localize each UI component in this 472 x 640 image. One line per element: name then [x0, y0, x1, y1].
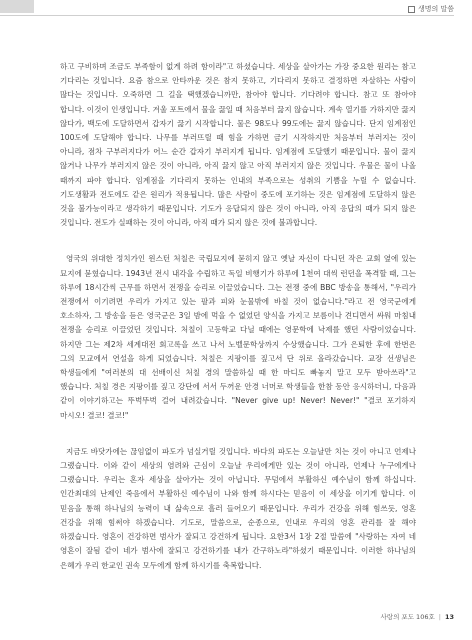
paragraph-1: 하고 구비하며 조금도 부족함이 없게 하려 함이라"고 하셨습니다. 세상을 살아가는 가장 중요한 원리는 참고 기다리는 것입니다. 요즘 참으로 안타까운 것은 참지 못하고, 기다리지 못하고 결정하면 자살하는 사람이 많다는 것입니다. 오죽하면 그 길을 택했겠습니까만, 참아야 합니다. 기다려야 합니다. 참고 또 참아야 합니다. 이것이 인생입니다. 겨울 포트에서 물을 끓일 때 처음부터 끓지 않습니다. 계속 열기를 가하지만 끓지 않다가, 백도에 도달하면서 갑자기 끓기 시작합니다. 물은 98도나 99도에는 끓지 않습니다. 단지 임계점인 100도에 도달해야 합니다. 나무를 부러뜨릴 때 힘을 가하면 금기 시작하지만 처음부터 부러지는 것이 아니라, 점차 구부러지다가 어느 순간 갑자기 부러지게 됩니다. 임계점에 도달했기 때문입니다. 물이 끓지 않거나 나무가 부러지지 않은 것이 아니라, 아직 끓지 않고 아직 부러지지 않은 것입니다. 우물은 물이 나올 때까지 파야 합니다. 임계점을 기다리지 못하는 인내의 부족으로는 성취의 기쁨을 누릴 수 없습니다. 기도생활과 전도에도 같은 원리가 적용됩니다. 많은 사람이 중도에 포기하는 것은 임계점에 도달하지 않은 것을 불가능이라고 생각하기 때문입니다. 기도가 응답되지 않은 것이 아니라, 아직 응답의 때가 되지 않은 것입니다. 전도가 실패하는 것이 아니라, 아직 때가 되지 않은 것에 불과합니다. — [60, 62, 416, 228]
square-icon — [408, 6, 415, 13]
section-header — [408, 4, 454, 14]
page-number: 13 — [444, 612, 454, 621]
paragraph-2: 영국의 위대한 정치가인 윈스턴 처칠은 국립묘지에 묻히지 않고 옛날 자신이 다니던 작은 교회 옆에 있는 묘지에 묻혔습니다. 1943년 전시 내각을 수립하고 독일 비행기가 하루에 1천여 대씩 런던을 폭격할 때, 그는 하루에 18시간씩 근무를 하면서 전쟁을 승리로 이끌었습니다. 그는 전쟁 중에 BBC 방송을 통해서, "우리가 전쟁에서 이기려면 우리가 가지고 있는 팔과 피와 눈물밖에 바칠 것이 없습니다."라고 전 영국군에게 호소하자, 그 방송을 듣은 영국군은 3일 밤에 먹을 수 없었던 양식을 가지고 보름이나 견디면서 싸워 마침내 전쟁을 승리로 이끌었던 것입니다. 처칠이 고등학교 다닐 때에는 영문학에 낙제를 했던 사람이었습니다. 하지만 그는 제2차 세계대전 회고록을 쓰고 나서 노벨문학상까지 수상했습니다. 그가 은퇴한 후에 한번은 그의 모교에서 연설을 하게 되었습니다. 처칠은 지팡이를 짚고서 단 위로 올라갔습니다. 교장 선생님은 학생들에게 "여러분의 대 선배이신 처칠 경의 말씀하실 때 한 마디도 빠놓지 말고 모두 받아쓰라"고 했습니다. 처칠 경은 지팡이를 짚고 강단에 서서 두꺼운 안경 너머로 학생들을 한참 동안 응시하더니, 다음과 같이 이야기하고는 뚜벅뚜벅 걸어 내려갔습니다. "Never give up! Never! Never!" "결코 포기하지 마시오! 결코! 결코!" — [60, 254, 416, 420]
footer-separator: | — [438, 612, 441, 621]
header-divider — [0, 15, 454, 16]
publication-name: 사랑의 포도 106호 — [380, 613, 435, 621]
article-body — [60, 60, 416, 595]
paragraph-3: 지금도 바닷가에는 끊임없이 파도가 넘실거릴 것입니다. 바다의 파도는 오늘날만 치는 것이 아니고 언제나 그랬습니다. 이와 같이 세상의 염려와 근심이 오늘날 우리에게만 있는 것이 아니라, 언제나 누구에게나 그랬습니다. 우리는 혼자 세상을 살아가는 것이 아닙니다. 무덤에서 부활하신 예수님이 함께 하십니다. 인간최대의 난제인 죽음에서 부활하신 예수님이 나와 함께 하시다는 믿음이 이 세상을 이기게 합니다. 이 믿음을 통해 하나님의 능력이 내 삶속으로 흘러 들어오기 때문입니다. 우리가 건강을 위해 힘쓰듯, 영혼 건강을 위해 힘써야 하겠습니다. 기도로, 말씀으로, 순종으로, 인내로 우리의 영혼 관리를 잘 해야 하겠습니다. 영혼이 건강하면 범사가 잘되고 강건하게 됩니다. 요한3서 1장 2절 말씀에 "사랑하는 자여 네 영혼이 잘됨 같이 네가 범사에 잘되고 강건하기를 내가 간구하노라"하셨기 때문입니다. 이러한 하나님의 은혜가 우리 한교인 권속 모두에게 함께 하시기를 축복합니다. — [60, 446, 416, 570]
corner-tab — [0, 0, 34, 13]
page-footer — [381, 612, 454, 621]
section-title: 생명의 말씀 — [417, 5, 454, 13]
